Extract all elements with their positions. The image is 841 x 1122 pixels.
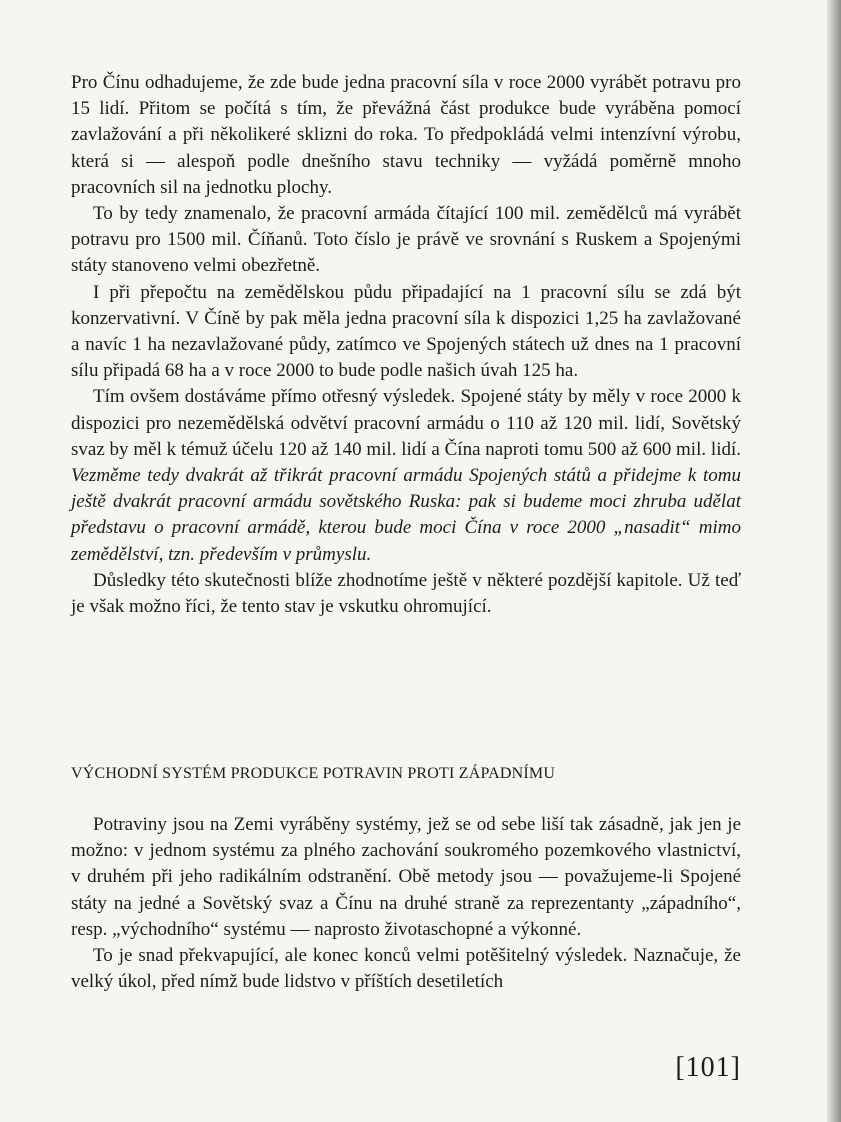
- page-number: [101]: [675, 1052, 741, 1083]
- paragraph: Potraviny jsou na Zemi vyráběny systémy, jež se od sebe liší tak zásadně, jak jen je možno: v jednom systému za plného zachování soukromého pozemkového vlastnictví, v druhém při jeho radikálním odstranění. Obě metody jsou — považujeme-li Spojené státy na jedné a Sovětský svaz a Čínu na druhé straně za reprezentanty „západního“, resp. „východního“ systému — naprosto životaschopné a výkonné.: [71, 814, 741, 940]
- paragraph: Důsledky této skutečnosti blíže zhodnotíme ještě v některé pozdější kapitole. Už teď je však možno říci, že tento stav je vskutku ohromující.: [71, 569, 741, 618]
- page-edge-shadow: [827, 0, 841, 1122]
- paragraph-italic-text: Vezměme tedy dvakrát až třikrát pracovní armádu Spojených států a přidejme k tomu ještě dvakrát pracovní armádu sovětského Ruska: pak si budeme moci zhruba udělat představu o pracovní armádě, kterou bude moci Čína v roce 2000 „nasadit“ mimo zemědělství, tzn. především v průmyslu.: [71, 465, 741, 565]
- body-text-section-2: [71, 812, 741, 995]
- body-text-section-1: [71, 70, 741, 620]
- paragraph: I při přepočtu na zemědělskou půdu připadající na 1 pracovní sílu se zdá být konzervativní. V Číně by pak měla jedna pracovní síla k dispozici 1,25 ha zavlažované a navíc 1 ha nezavlažované půdy, zatímco ve Spojených státech už dnes na 1 pracovní sílu připadá 68 ha a v roce 2000 to bude podle našich úvah 125 ha.: [71, 281, 741, 382]
- paragraph: To by tedy znamenalo, že pracovní armáda čítající 100 mil. zemědělců má vyrábět potravu pro 1500 mil. Číňanů. Toto číslo je právě ve srovnání s Ruskem a Spojenými státy stanoveno velmi obezřetně.: [71, 203, 741, 277]
- paragraph-with-emphasis: [71, 384, 741, 567]
- paragraph-regular-text: Tím ovšem dostáváme přímo otřesný výsledek. Spojené státy by měly v roce 2000 k dispozici pro nezemědělská odvětví pracovní armádu o 110 až 120 mil. lidí, Sovětský svaz by měl k témuž účelu 120 až 140 mil. lidí a Čína naproti tomu 500 až 600 mil. lidí.: [71, 386, 741, 460]
- paragraph: Pro Čínu odhadujeme, že zde bude jedna pracovní síla v roce 2000 vyrábět potravu pro 15 lidí. Přitom se počítá s tím, že převážná část produkce bude vyráběna pomocí zavlažování a při několikeré sklizni do roka. To předpokládá velmi intenzívní výrobu, která si — alespoň podle dnešního stavu techniky — vyžádá poměrně mnoho pracovních sil na jednotku plochy.: [71, 72, 741, 198]
- section-heading: VÝCHODNÍ SYSTÉM PRODUKCE POTRAVIN PROTI ZÁPADNÍMU: [71, 765, 556, 782]
- paragraph: To je snad překvapující, ale konec konců velmi potěšitelný výsledek. Naznačuje, že velký úkol, před nímž bude lidstvo v příštích desetiletích: [71, 945, 741, 993]
